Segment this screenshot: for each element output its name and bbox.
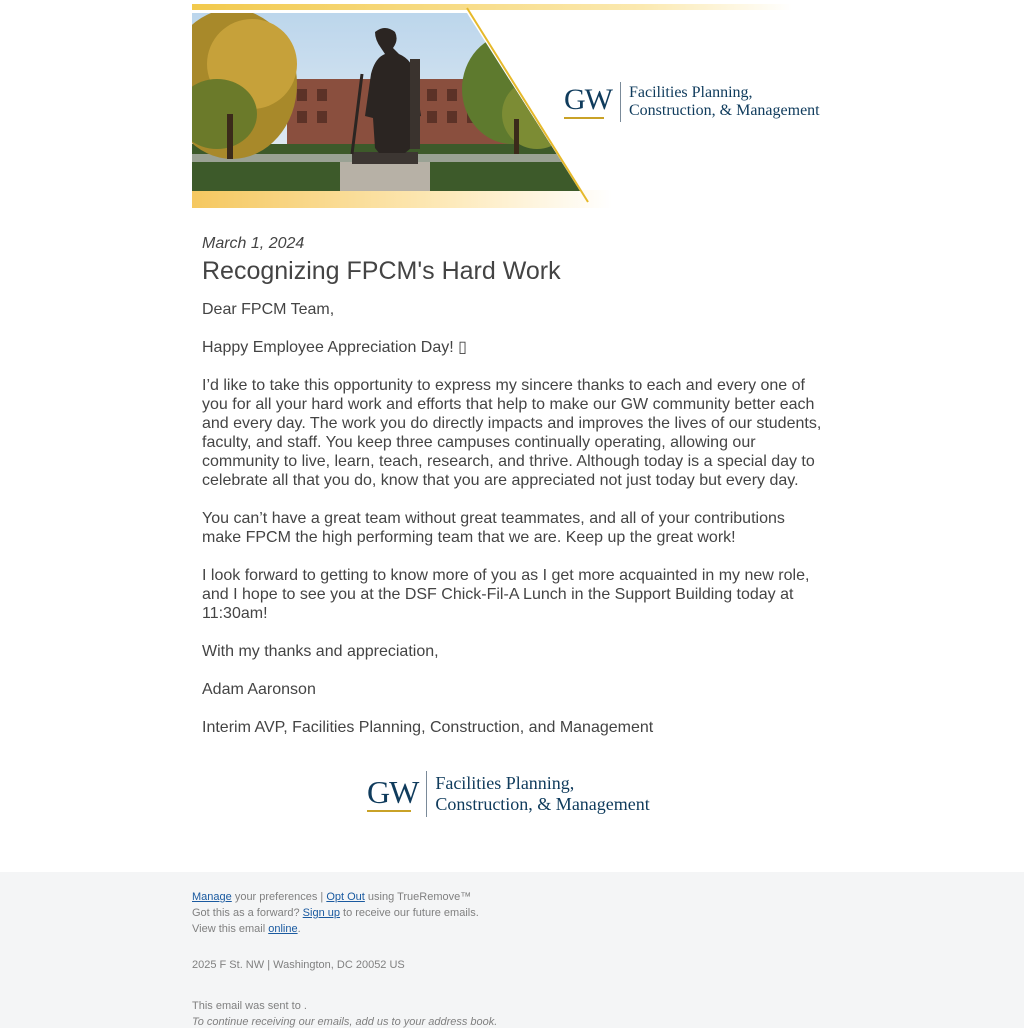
- online-link[interactable]: online: [268, 923, 298, 935]
- view-text: View this email: [192, 923, 269, 935]
- logo-wordmark: [435, 773, 649, 814]
- paragraph-thanks: I’d like to take this opportunity to express my sincere thanks to each and every one of you for all your hard work and efforts that help to make our GW community better each and every day. The work you do directly impacts and improves the lives of our students, faculty, and staff. You keep three campuses continually operating, allowing our community to live, learn, teach, research, and thrive. Although today is a special day to celebrate all that you do, know that you are appreciated not just today but every day.: [202, 377, 822, 489]
- logo-line-2: Construction, & Management: [435, 794, 650, 814]
- paragraph-lunch: I look forward to getting to know more of you as I get more acquainted in my new role, and I hope to see you at the DSF Chick-Fil-A Lunch in the Support Building today at 11:30am!: [202, 567, 810, 622]
- sign-up-link[interactable]: Sign up: [302, 907, 340, 919]
- manage-link[interactable]: Manage: [192, 891, 232, 903]
- view-end: .: [297, 923, 301, 935]
- email-body: [202, 300, 822, 737]
- greeting: Dear FPCM Team,: [202, 301, 335, 318]
- email-content: [192, 208, 832, 737]
- logo-line-1: Facilities Planning,: [435, 773, 575, 794]
- paragraph-appreciation-day: Happy Employee Appreciation Day! ▯: [202, 339, 467, 356]
- footer-logo: [367, 771, 650, 817]
- header-banner: [192, 4, 832, 208]
- manage-text: your preferences |: [231, 891, 327, 903]
- opt-out-link[interactable]: Opt Out: [326, 891, 365, 903]
- footer-sent-to: This email was sent to .: [192, 1000, 307, 1012]
- gw-logo-gold-rule: [367, 810, 411, 812]
- footer-view-line: [192, 921, 497, 937]
- closing: With my thanks and appreciation,: [202, 643, 439, 660]
- sign-up-text: to receive our future emails.: [339, 907, 479, 919]
- footer-preferences-line: [192, 889, 497, 905]
- opt-out-text: using TrueRemove™: [364, 891, 472, 903]
- email-date: March 1, 2024: [202, 235, 305, 252]
- signature-name: Adam Aaronson: [202, 681, 316, 698]
- banner-logo: [564, 82, 820, 122]
- gw-logo-gold-rule: [564, 117, 604, 119]
- signature-role: Interim AVP, Facilities Planning, Construction, and Management: [202, 719, 654, 736]
- footer-forward-line: [192, 905, 497, 921]
- footer-address-book: To continue receiving our emails, add us to your address book.: [192, 1016, 498, 1028]
- gw-logo-mark: GW: [367, 774, 419, 810]
- logo-wordmark: [629, 84, 820, 121]
- logo-line-2: Construction, & Management: [628, 102, 820, 119]
- email-footer: [0, 872, 1024, 1028]
- logo-divider: [426, 771, 427, 817]
- paragraph-teammates: You can’t have a great team without great teammates, and all of your contributions make FPCM the high performing team that we are. Keep up the great work!: [202, 510, 785, 546]
- footer-address: 2025 F St. NW | Washington, DC 20052 US: [192, 959, 405, 971]
- footer-text: [192, 889, 497, 1030]
- forward-text: Got this as a forward?: [192, 907, 303, 919]
- gw-logo-mark: GW: [564, 83, 612, 116]
- email-title: Recognizing FPCM's Hard Work: [202, 257, 561, 285]
- logo-line-1: Facilities Planning,: [628, 83, 753, 101]
- logo-divider: [620, 82, 621, 122]
